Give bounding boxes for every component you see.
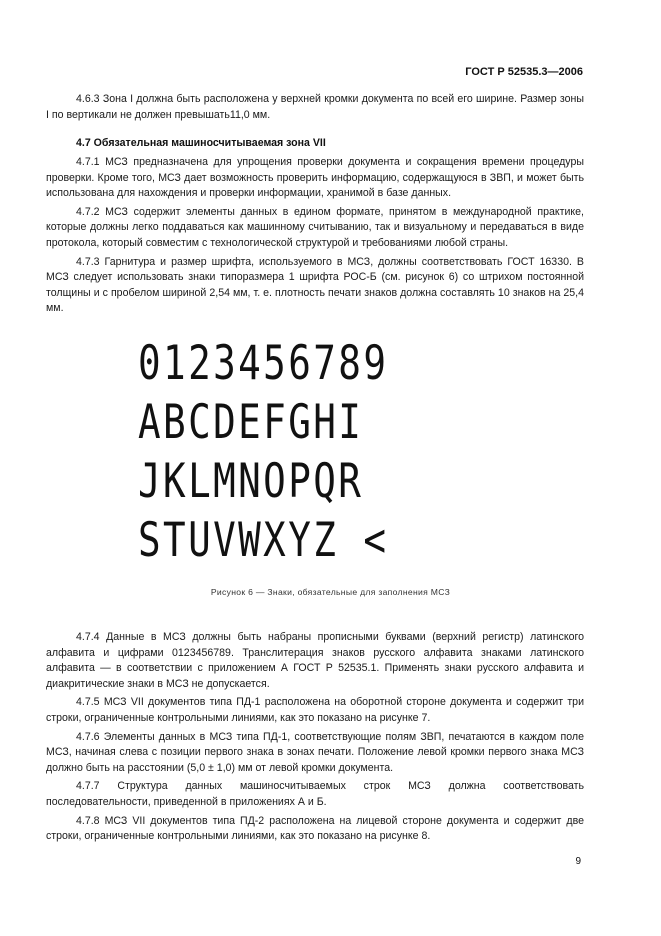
paragraph-4-7-5: 4.7.5 МСЗ VII документов типа ПД-1 расположена на оборотной стороне документа и содержит три строки, ограниченные контрольными линиями, как это показано на рисунке 7. — [46, 696, 584, 724]
paragraph-4-7-6: 4.7.6 Элементы данных в МСЗ типа ПД-1, соответствующие полям ЗВП, печатаются в каждом поле МСЗ, начиная слева с позиции первого знака в зонах печати. Положение левой кромки первого знака МСЗ должно быть на расстоянии (5,0 ± 1,0) мм от левой кромки документа. — [46, 730, 584, 774]
paragraph-4-7-2: 4.7.2 МСЗ содержит элементы данных в едином формате, принятом в международной практике, которые должны легко поддаваться как машинному считыванию, так и визуальному и передаваться в виде протокола, который совместим с технологической структурой и требованиями любой страны. — [46, 205, 584, 249]
ocr-row-a-to-i: ABCDEFGHI — [138, 395, 364, 450]
section-4-7-4-to-4-7-8 — [46, 630, 584, 845]
ocr-row-j-to-r: JKLMNOPQR — [138, 454, 364, 509]
paragraph-4-7-7: 4.7.7 Структура данных машиносчитываемых строк МСЗ должна соответствовать последовательности, приведенной в приложениях А и Б. — [46, 780, 584, 808]
document-code-header: ГОСТ Р 52535.3—2006 — [465, 66, 583, 78]
paragraph-4-7-1: 4.7.1 МСЗ предназначена для упрощения проверки документа и сокращения времени процедуры проверки. Кроме того, МСЗ дает возможность проверить информацию, содержащуюся в ЗВП, и может быть использована для нахождения и проверки информации, хранимой в базе данных. — [46, 156, 584, 200]
figure-6-caption: Рисунок 6 — Знаки, обязательные для заполнения МСЗ — [210, 587, 451, 597]
page-number: 9 — [575, 856, 581, 867]
paragraph-4-7-4: 4.7.4 Данные в МСЗ должны быть набраны прописными буквами (верхний регистр) латинского алфавита и цифрами 0123456789. Транслитерация знаков русского алфавита знаками латинского алфавита — в соответствии с приложением А ГОСТ Р 52535.1. Применять знаки русского алфавита и диакритические знаки в МСЗ не допускается. — [46, 631, 584, 690]
paragraph-4-6-3: 4.6.3 Зона I должна быть расположена у верхней кромки документа по всей его ширине. Размер зоны I по вертикали не должен превышать11,0 мм. — [46, 93, 584, 121]
section-4-7-body — [46, 155, 584, 317]
paragraph-4-7-8: 4.7.8 МСЗ VII документов типа ПД-2 расположена на лицевой стороне документа и содержит две строки, ограниченные контрольными линиями, как это показано на рисунке 8. — [46, 814, 584, 843]
ocr-row-s-to-z: STUVWXYZ < — [138, 513, 389, 568]
paragraph-4-7-3: 4.7.3 Гарнитура и размер шрифта, используемого в МСЗ, должны соответствовать ГОСТ 16330. В МСЗ следует использовать знаки типоразмера 1 шрифта РОС-Б (см. рисунок 6) со штрихом постоянной толщины и с пробелом шириной 2,54 мм, т. е. плотность печати знаков должна составлять 10 знаков на 25,4 мм. — [46, 255, 584, 315]
section-4-7-heading: 4.7 Обязательная машиносчитываемая зона VII — [76, 137, 326, 149]
ocr-row-digits: 0123456789 — [138, 336, 389, 391]
section-4-6-3 — [46, 92, 584, 123]
